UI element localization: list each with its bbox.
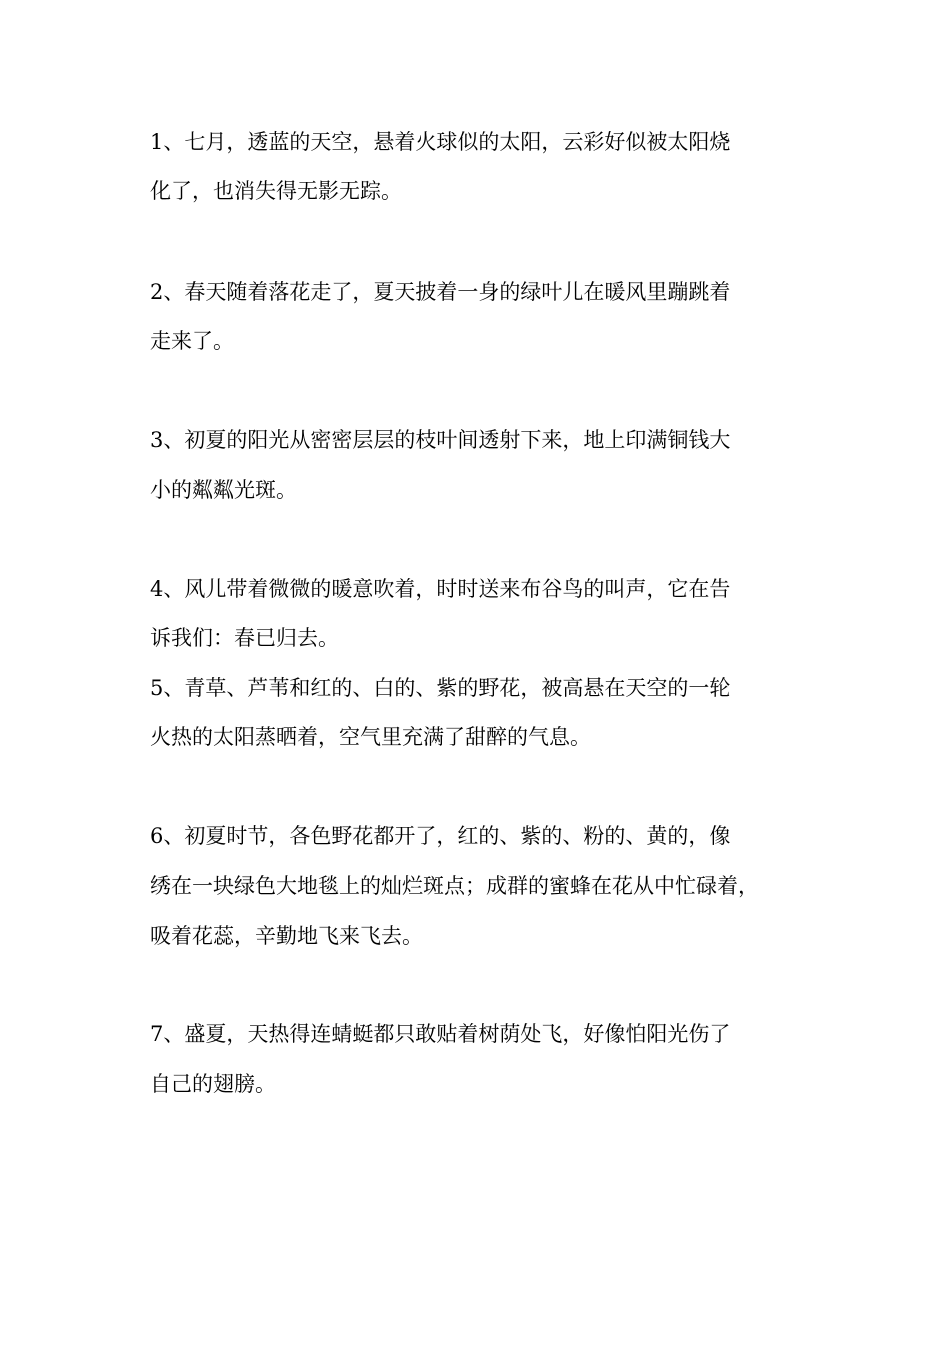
paragraph-line: 走来了。 [150,329,234,353]
paragraph-line: 自己的翅膀。 [150,1072,276,1096]
paragraph-line: 6、初夏时节，各色野花都开了，红的、紫的、粉的、黄的，像 [150,824,731,848]
paragraph-line: 绣在一块绿色大地毯上的灿烂斑点；成群的蜜蜂在花从中忙碌着， [150,874,759,898]
paragraph-line: 7、盛夏，天热得连蜻蜓都只敢贴着树荫处飞，好像怕阳光伤了 [150,1022,731,1046]
paragraph-line: 3、初夏的阳光从密密层层的枝叶间透射下来，地上印满铜钱大 [150,428,731,452]
paragraph-line: 5、青草、芦苇和红的、白的、紫的野花，被高悬在天空的一轮 [150,676,731,700]
paragraph-line: 4、风儿带着微微的暖意吹着，时时送来布谷鸟的叫声，它在告 [150,577,731,601]
paragraph-line: 2、春天随着落花走了，夏天披着一身的绿叶儿在暖风里蹦跳着 [150,280,731,304]
paragraph-line: 火热的太阳蒸晒着，空气里充满了甜醉的气息。 [150,725,591,749]
paragraph-line: 1、七月，透蓝的天空，悬着火球似的太阳，云彩好似被太阳烧 [150,130,731,154]
paragraph-line: 小的粼粼光斑。 [150,478,297,502]
paragraph-line: 化了，也消失得无影无踪。 [150,179,402,203]
paragraph-line: 诉我们：春已归去。 [150,626,339,650]
paragraph-line: 吸着花蕊，辛勤地飞来飞去。 [150,924,423,948]
